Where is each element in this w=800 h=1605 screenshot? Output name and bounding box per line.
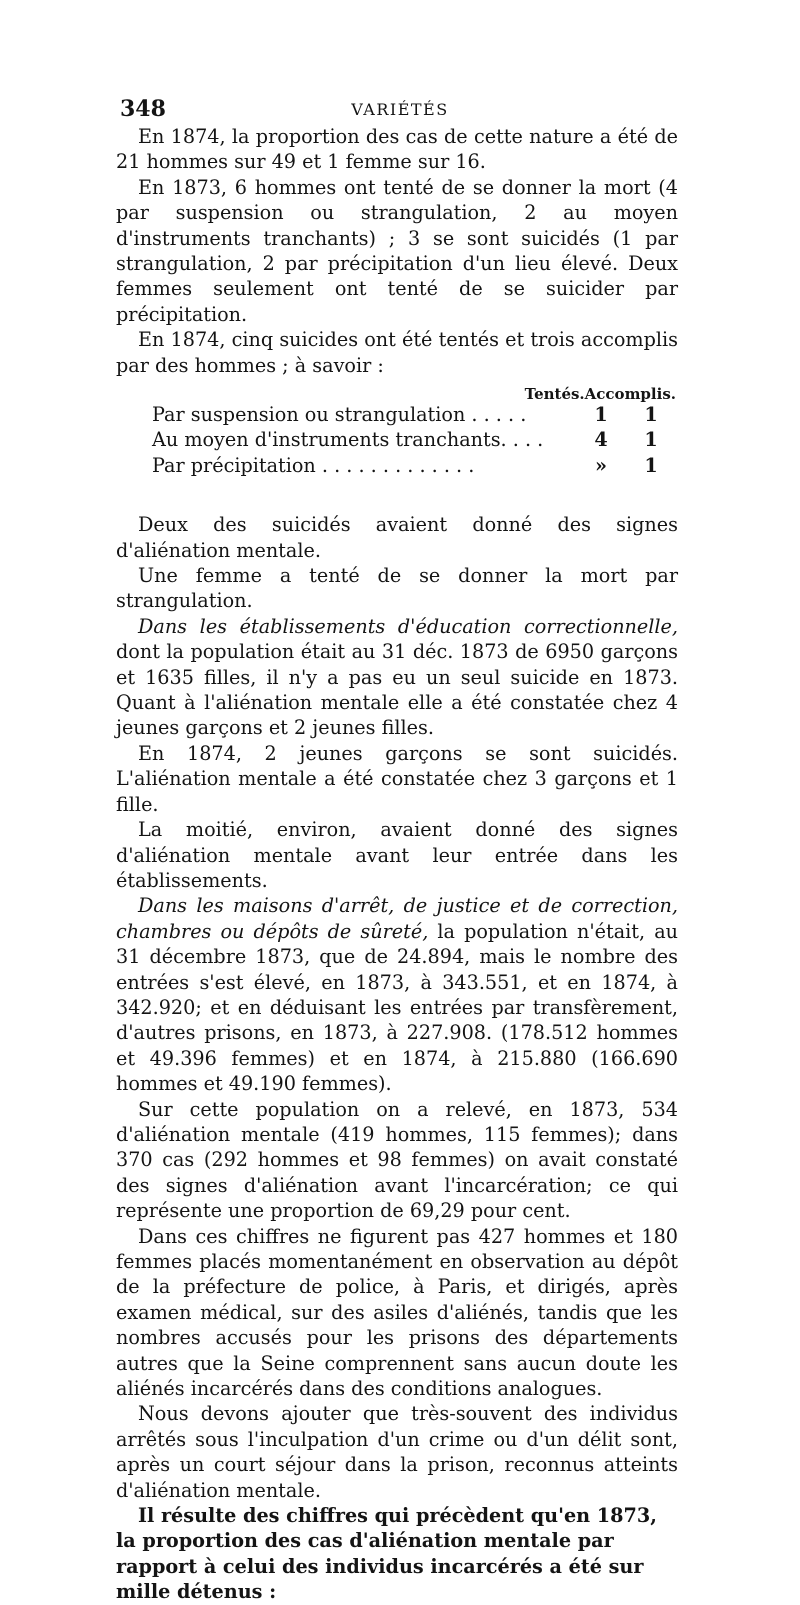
attempted-value: 1 <box>594 403 608 427</box>
paragraph <box>116 614 678 741</box>
body-text <box>116 124 678 1605</box>
table-header <box>116 378 678 402</box>
paragraph-text: la population n'était, au 31 décembre 1873, que de 24.894, mais le nombre des entrées s'est élevé, en 1873, à 343.551, et en 1874, à 342.920; et en déduisant les entrées par transfèrement, d'autres prisons, en 1873, à 227.908. (178.512 hommes et 49.396 femmes) et en 1874, à 215.880 (166.690 hommes et 49.190 femmes). <box>116 919 678 1096</box>
accomplished-value: 1 <box>644 453 658 477</box>
paragraph: En 1874, cinq suicides ont été tentés et trois accomplis par des hommes ; à savoir : <box>116 328 678 377</box>
italic-phrase: Dans les maisons d'arrêt, de justice et de correction, chambres ou dépôts de sûreté, <box>116 894 678 943</box>
paragraph-text: dont la population était au 31 déc. 1873 de 6950 garçons et 1635 filles, il n'y a pas eu un seul suicide en 1873. Quant à l'aliénation mentale elle a été constatée chez 4 jeunes garçons et 2 jeunes filles. <box>116 640 678 740</box>
running-title: VARIÉTÉS <box>351 100 449 119</box>
italic-phrase: Dans les établissements d'éducation correctionnelle, <box>138 614 678 638</box>
table-row <box>116 402 678 427</box>
attempted-value: » <box>595 453 607 477</box>
row-label: Par précipitation . . . . . . . . . . . . . <box>152 453 475 477</box>
paragraph: La moitié, environ, avaient donné des signes d'aliénation mentale avant leur entrée dans les établissements. <box>116 818 678 892</box>
row-label: Au moyen d'instruments tranchants. . . . <box>152 428 544 452</box>
paragraph: Dans ces chiffres ne figurent pas 427 hommes et 180 femmes placés momentanément en observation au dépôt de la préfecture de police, à Paris, et dirigés, après examen médical, sur des asiles d'aliénés, tandis que les nombres accusés pour les prisons des départements autres que la Seine comprennent sans aucun doute les aliénés incarcérés dans des conditions analogues. <box>116 1224 678 1401</box>
paragraph: Nous devons ajouter que très-souvent des individus arrêtés sous l'inculpation d'un crime ou d'un délit sont, après un court séjour dans la prison, reconnus atteints d'aliénation mentale. <box>116 1402 678 1502</box>
row-label: Par suspension ou strangulation . . . . . <box>152 403 527 427</box>
paragraph: En 1874, 2 jeunes garçons se sont suicidés. L'aliénation mentale a été constatée chez 3 garçons et 1 fille. <box>116 741 678 816</box>
paragraph: En 1874, la proportion des cas de cette nature a été de 21 hommes sur 49 et 1 femme sur 16. <box>116 125 678 174</box>
paragraph: Une femme a tenté de se donner la mort par strangulation. <box>116 564 678 613</box>
accomplished-value: 1 <box>644 403 658 427</box>
paragraph: Deux des suicidés avaient donné des signes d'aliénation mentale. <box>116 513 678 562</box>
spacer <box>116 478 678 512</box>
table-row <box>116 427 678 452</box>
paragraph: En 1873, 6 hommes ont tenté de se donner la mort (4 par suspension ou strangulation, 2 au moyen d'instruments tranchants) ; 3 se sont suicidés (1 par strangulation, 2 par précipitation d'un lieu élevé. Deux femmes seulement ont tenté de se suicider par précipitation. <box>116 175 678 326</box>
table-column-header: Tentés.Accomplis. <box>524 385 676 404</box>
accomplished-value: 1 <box>644 428 658 452</box>
page-header <box>120 96 680 126</box>
paragraph <box>116 893 678 1096</box>
table-row <box>116 453 678 478</box>
paragraph: Il résulte des chiffres qui précèdent qu'en 1873, la proportion des cas d'aliénation mentale par rapport à celui des individus incarcérés a été sur mille détenus : <box>116 1504 657 1604</box>
page-number: 348 <box>120 96 166 122</box>
paragraph: Sur cette population on a relevé, en 1873, 534 d'aliénation mentale (419 hommes, 115 femmes); dans 370 cas (292 hommes et 98 femmes) on avait constaté des signes d'aliénation avant l'incarcération; ce qui représente une proportion de 69,29 pour cent. <box>116 1097 678 1223</box>
attempted-value: 4 <box>594 428 608 452</box>
